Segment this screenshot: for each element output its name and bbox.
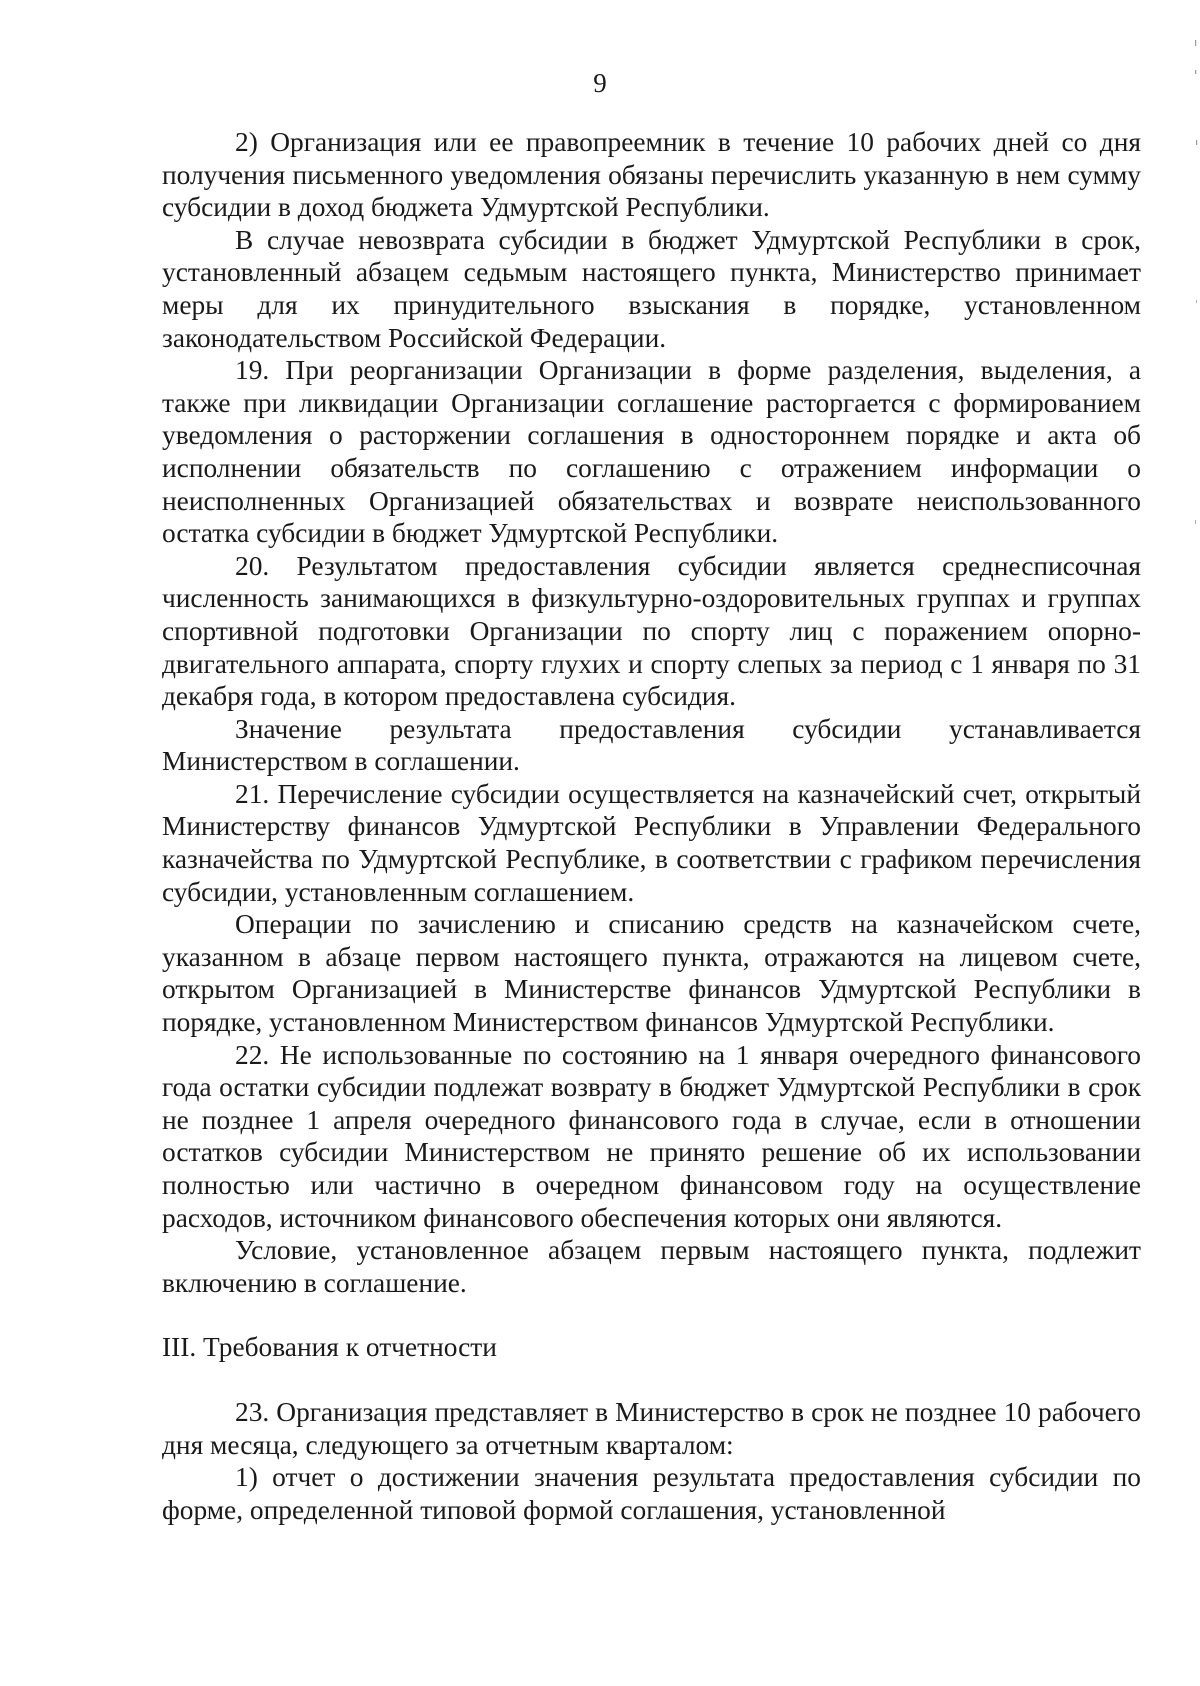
scan-edge-marks bbox=[1176, 0, 1200, 1686]
paragraph-item-2-return-obligation: 2) Организация или ее правопреемник в течение 10 рабочих дней со дня получения письменного уведомления обязаны перечислить указанную в нем сумму субсидии в доход бюджета Удмуртской Республики. bbox=[162, 127, 1141, 223]
paragraph-treasury-operations: Операции по зачислению и списанию средств на казначейском счете, указанном в абзаце первом настоящего пункта, отражаются на лицевом счете, открытом Организацией в Министерстве финансов Удмуртской Республики в порядке, установленном Министерством финансов Удмуртской Республики. bbox=[162, 909, 1141, 1038]
paragraph-result-value: Значение результата предоставления субсидии устанавливается Министерством в соглашении. bbox=[162, 713, 1141, 777]
paragraph-non-return-enforcement: В случае невозврата субсидии в бюджет Удмуртской Республики в срок, установленный абзацем седьмым настоящего пункта, Министерство принимает меры для их принудительного взыскания в порядке, установленном законодательством Российской Федерации. bbox=[162, 224, 1141, 353]
paragraph-clause-23: 23. Организация представляет в Министерство в срок не позднее 10 рабочего дня месяца, следующего за отчетным кварталом: bbox=[162, 1396, 1141, 1460]
paragraph-clause-19: 19. При реорганизации Организации в форме разделения, выделения, а также при ликвидации Организации соглашение расторгается с формированием уведомления о расторжении соглашения в одностороннем порядке и акта об исполнении обязательств по соглашению с отражением информации о неисполненных Организацией обязательствах и возврате неиспользованного остатка субсидии в бюджет Удмуртской Республики. bbox=[162, 355, 1141, 549]
paragraph-report-item-1: 1) отчет о достижении значения результата предоставления субсидии по форме, определенной типовой формой соглашения, установленной bbox=[162, 1462, 1141, 1525]
paragraph-clause-21: 21. Перечисление субсидии осуществляется на казначейский счет, открытый Министерству финансов Удмуртской Республики в Управлении Федерального казначейства по Удмуртской Республике, в соответствии с графиком перечисления субсидии, установленным соглашением. bbox=[162, 778, 1141, 907]
section-heading: III. Требования к отчетности bbox=[162, 1332, 497, 1363]
document-body bbox=[162, 126, 1141, 1526]
paragraph-clause-22: 22. Не использованные по состоянию на 1 января очередного финансового года остатки субсидии подлежат возврату в бюджет Удмуртской Республики в срок не позднее 1 апреля очередного финансового года в случае, если в отношении остатков субсидии Министерством не принято решение об их использовании полностью или частично в очередном финансовом году на осуществление расходов, источником финансового обеспечения которых они являются. bbox=[162, 1039, 1141, 1233]
paragraph-agreement-condition: Условие, установленное абзацем первым настоящего пункта, подлежит включению в соглашение. bbox=[162, 1235, 1141, 1298]
page-number: 9 bbox=[593, 68, 607, 98]
paragraph-clause-20: 20. Результатом предоставления субсидии является среднесписочная численность занимающихся в физкультурно-оздоровительных группах и группах спортивной подготовки Организации по спорту лиц с поражением опорно-двигательного аппарата, спорту глухих и спорту слепых за период с 1 января по 31 декабря года, в котором предоставлена субсидия. bbox=[162, 550, 1141, 712]
